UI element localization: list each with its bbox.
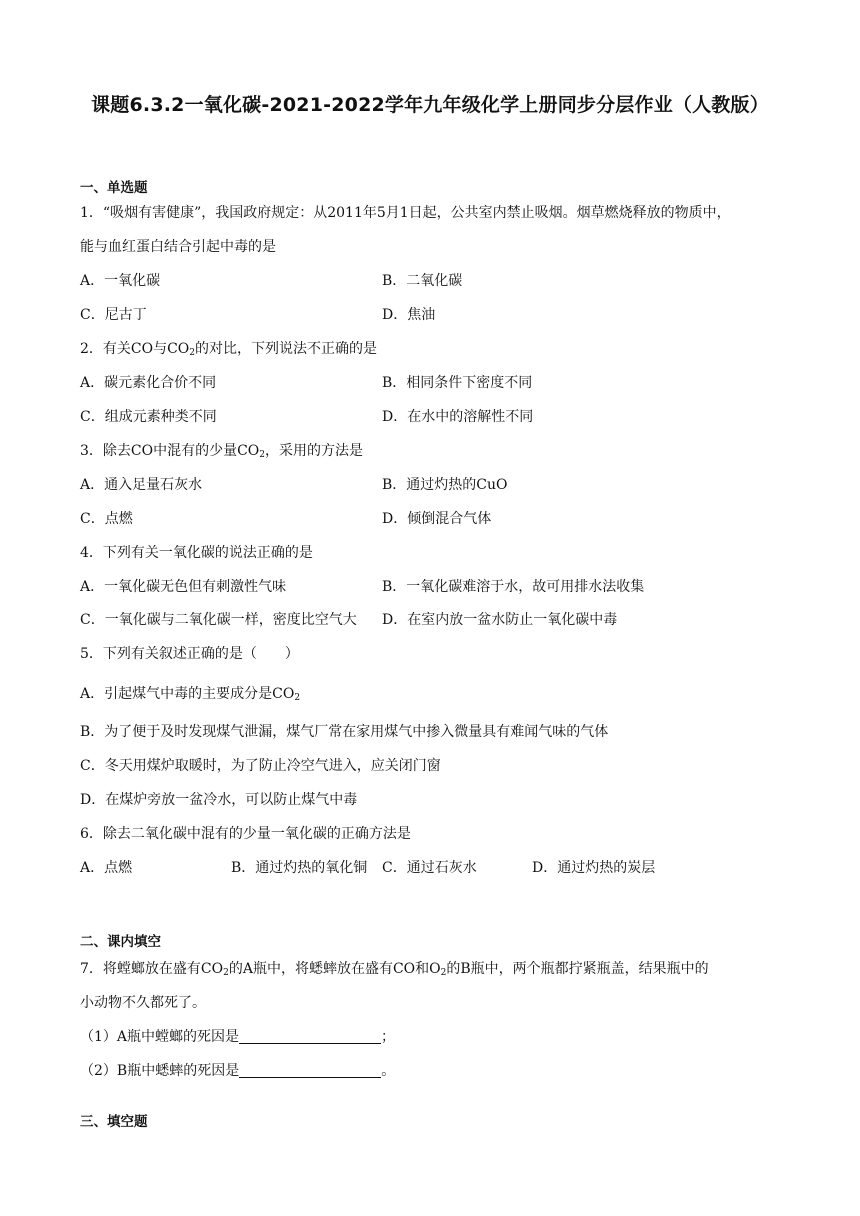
question-1-stem-line-2: 能与血红蛋白结合引起中毒的是 bbox=[80, 239, 276, 255]
question-7-part-2: （2）B瓶中蟋蟀的死因是 。 bbox=[80, 1063, 396, 1079]
question-5-option-b: B．为了便于及时发现煤气泄漏，煤气厂常在家用煤气中掺入微量具有难闻气味的气体 bbox=[80, 724, 609, 740]
question-4-option-c: C．一氧化碳与二氧化碳一样，密度比空气大 bbox=[80, 612, 357, 628]
page-title: 课题6.3.2一氧化碳-2021-2022学年九年级化学上册同步分层作业（人教版） bbox=[91, 94, 769, 116]
question-5-option-d: D．在煤炉旁放一盆冷水，可以防止煤气中毒 bbox=[80, 792, 358, 808]
answer-blank-1[interactable] bbox=[239, 1029, 381, 1044]
section-heading-fill-in: 三、填空题 bbox=[80, 1114, 148, 1130]
section-heading-single-choice: 一、单选题 bbox=[80, 180, 148, 196]
question-1-option-a: A．一氧化碳 bbox=[80, 273, 161, 289]
question-6-option-a: A．点燃 bbox=[80, 860, 133, 876]
question-3-option-d: D．倾倒混合气体 bbox=[382, 511, 492, 527]
question-7-part-1: （1）A瓶中螳螂的死因是 ； bbox=[80, 1029, 396, 1045]
answer-blank-2[interactable] bbox=[239, 1063, 381, 1078]
question-2-option-a: A．碳元素化合价不同 bbox=[80, 375, 217, 391]
question-2-option-b: B．相同条件下密度不同 bbox=[382, 375, 533, 391]
question-1-option-b: B．二氧化碳 bbox=[382, 273, 463, 289]
question-3-option-a: A．通入足量石灰水 bbox=[80, 477, 203, 493]
question-3-option-c: C．点燃 bbox=[80, 511, 133, 527]
question-4-option-d: D．在室内放一盆水防止一氧化碳中毒 bbox=[382, 612, 618, 628]
question-5-stem: 5．下列有关叙述正确的是（ ） bbox=[80, 646, 299, 662]
question-4-option-b: B．一氧化碳难溶于水，故可用排水法收集 bbox=[382, 579, 645, 595]
question-2-option-c: C．组成元素种类不同 bbox=[80, 409, 217, 425]
question-6-option-b: B．通过灼热的氧化铜 bbox=[231, 860, 368, 876]
section-heading-in-class-fill: 二、课内填空 bbox=[80, 934, 161, 950]
question-5-option-a: A．引起煤气中毒的主要成分是$CO_2$ bbox=[80, 686, 301, 703]
question-3-stem: 3．除去CO中混有的少量$CO_2$，采用的方法是 bbox=[80, 443, 364, 460]
question-2-option-d: D．在水中的溶解性不同 bbox=[382, 409, 534, 425]
question-1-option-d: D．焦油 bbox=[382, 307, 436, 323]
question-6-option-c: C．通过石灰水 bbox=[382, 860, 477, 876]
question-7-stem-line-1: 7．将螳螂放在盛有$CO_2$的A瓶中，将蟋蟀放在盛有CO和$O_2$的B瓶中，两个瓶都拧紧瓶盖，结果瓶中的 bbox=[80, 961, 709, 978]
question-3-option-b: B．通过灼热的CuO bbox=[382, 477, 508, 493]
question-6-option-d: D．通过灼热的炭层 bbox=[532, 860, 656, 876]
question-4-stem: 4．下列有关一氧化碳的说法正确的是 bbox=[80, 545, 313, 561]
question-5-option-c: C．冬天用煤炉取暖时，为了防止冷空气进入，应关闭门窗 bbox=[80, 758, 441, 774]
question-1-stem-line-1: 1．“吸烟有害健康”，我国政府规定：从2011年5月1日起，公共室内禁止吸烟。烟草燃烧释放的物质中， bbox=[80, 205, 731, 221]
question-2-stem: 2．有关CO与$CO_2$的对比，下列说法不正确的是 bbox=[80, 341, 378, 358]
question-1-option-c: C．尼古丁 bbox=[80, 307, 147, 323]
question-6-stem: 6．除去二氧化碳中混有的少量一氧化碳的正确方法是 bbox=[80, 826, 411, 842]
question-7-stem-line-2: 小动物不久都死了。 bbox=[80, 995, 206, 1011]
question-4-option-a: A．一氧化碳无色但有刺激性气味 bbox=[80, 579, 287, 595]
